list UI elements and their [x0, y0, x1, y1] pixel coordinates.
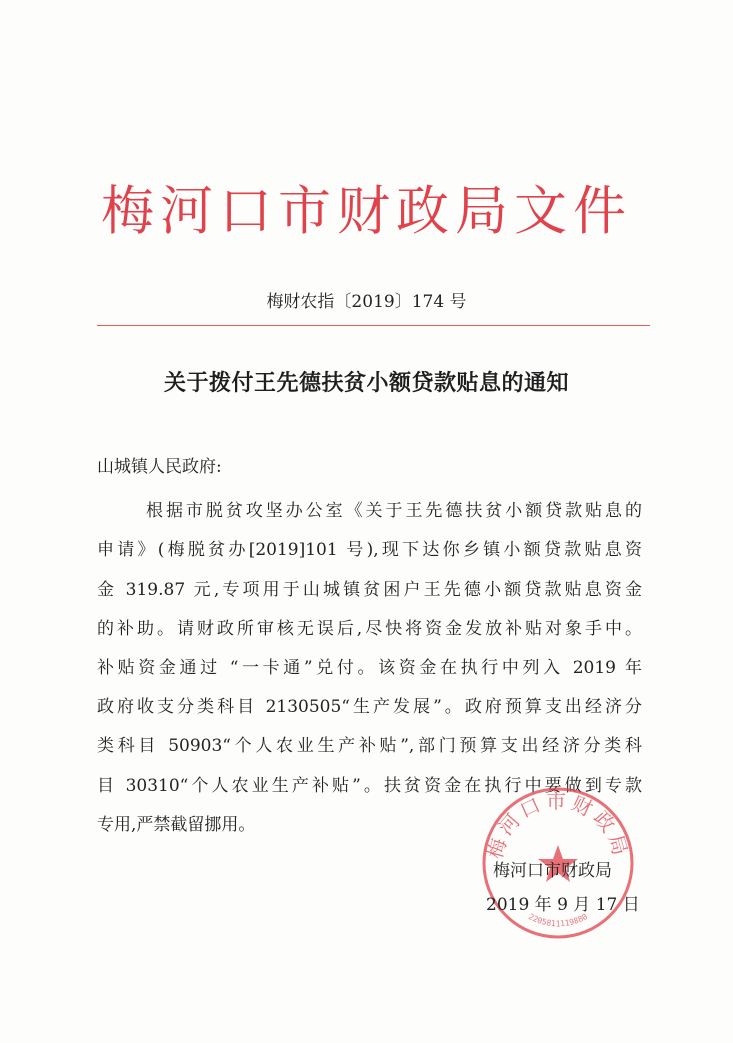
body-line: 金 319.87 元,专项用于山城镇贫困户王先德小额贷款贴息资金	[97, 580, 642, 600]
recipient: 山城镇人民政府:	[97, 457, 222, 477]
body-line: 根据市脱贫攻坚办公室《关于王先德扶贫小额贷款贴息的	[146, 501, 642, 521]
signature-issuer: 梅河口市财政局	[493, 861, 612, 881]
header-divider	[97, 325, 650, 326]
body-line: 专用,严禁截留挪用。	[97, 815, 256, 835]
body-line: 的补助。请财政所审核无误后,尽快将资金发放补贴对象手中。	[97, 619, 642, 639]
signature-date: 2019 年 9 月 17 日	[486, 895, 640, 915]
body-line: 目 30310“个人农业生产补贴”。扶贫资金在执行中要做到专款	[97, 776, 642, 796]
document-number: 梅财农指〔2019〕174 号	[266, 292, 467, 312]
notice-title: 关于拨付王先德扶贫小额贷款贴息的通知	[163, 371, 569, 396]
body-line: 申请》(梅脱贫办[2019]101 号),现下达你乡镇小额贷款贴息资	[97, 540, 642, 560]
seal-code: 2205811119880	[526, 912, 590, 929]
header-title: 梅河口市财政局文件	[101, 181, 632, 242]
body-line: 政府收支分类科目 2130505“生产发展”。政府预算支出经济分	[97, 697, 642, 717]
body-line: 补贴资金通过 “一卡通”兑付。该资金在执行中列入 2019 年	[97, 658, 642, 678]
seal-text: 梅河口市财政局	[482, 789, 634, 862]
body-line: 类科目 50903“个人农业生产补贴”,部门预算支出经济分类科	[97, 736, 642, 756]
